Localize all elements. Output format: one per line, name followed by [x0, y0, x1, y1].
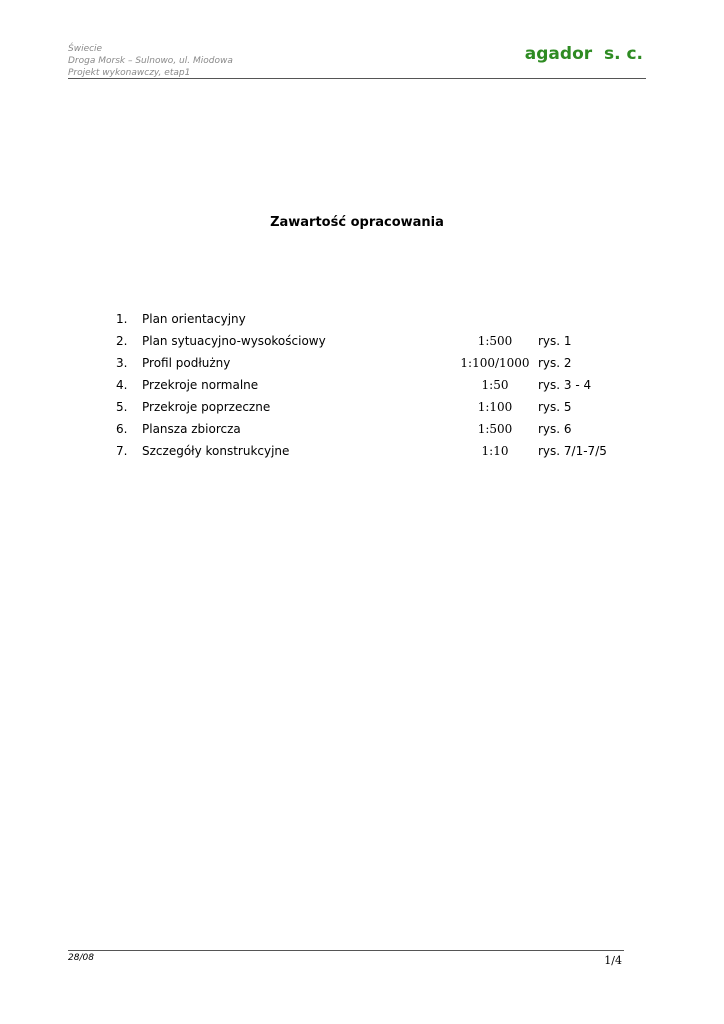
toc-label: Profil podłużny: [142, 356, 231, 370]
project-road: Droga Morsk – Sulnowo, ul. Miodowa: [68, 56, 233, 66]
toc-number: 4.: [116, 378, 128, 392]
page-footer: [68, 950, 624, 971]
toc-scale: 1:500: [477, 422, 513, 436]
toc-row: [116, 442, 636, 464]
toc-number: 7.: [116, 444, 128, 458]
toc-number: 2.: [116, 334, 128, 348]
toc-label: Plansza zbiorcza: [142, 422, 241, 436]
toc-number: 3.: [116, 356, 128, 370]
toc-label: Przekroje poprzeczne: [142, 400, 271, 414]
toc-drawing-ref: rys. 6: [538, 422, 572, 436]
toc-number: 1.: [116, 312, 128, 326]
toc-row: [116, 420, 636, 442]
project-location: Świecie: [68, 44, 103, 54]
toc-drawing-ref: rys. 5: [538, 400, 572, 414]
table-of-contents: [116, 310, 636, 464]
project-stage: Projekt wykonawczy, etap1: [68, 68, 191, 78]
toc-row: [116, 398, 636, 420]
toc-label: Plan sytuacyjno-wysokościowy: [142, 334, 326, 348]
toc-scale: 1:10: [481, 444, 509, 458]
toc-label: Przekroje normalne: [142, 378, 259, 392]
toc-label: Plan orientacyjny: [142, 312, 246, 326]
toc-drawing-ref: rys. 1: [538, 334, 572, 348]
footer-date: 28/08: [68, 953, 94, 963]
toc-drawing-ref: rys. 3 - 4: [538, 378, 592, 392]
toc-scale: 1:100: [477, 400, 513, 414]
toc-row: [116, 310, 636, 332]
toc-row: [116, 354, 636, 376]
company-name: agador s. c.: [524, 44, 643, 64]
toc-row: [116, 332, 636, 354]
page-header: [68, 43, 646, 79]
toc-drawing-ref: rys. 7/1-7/5: [538, 444, 607, 458]
toc-row: [116, 376, 636, 398]
toc-number: 5.: [116, 400, 128, 414]
project-info: [68, 43, 233, 79]
toc-number: 6.: [116, 422, 128, 436]
toc-scale: 1:500: [477, 334, 513, 348]
toc-scale: 1:50: [481, 378, 509, 392]
page-number: 1/4: [604, 954, 622, 967]
toc-drawing-ref: rys. 2: [538, 356, 572, 370]
toc-label: Szczegóły konstrukcyjne: [142, 444, 290, 458]
toc-scale: 1:100/1000: [460, 356, 530, 370]
page-title: Zawartość opracowania: [270, 215, 444, 230]
